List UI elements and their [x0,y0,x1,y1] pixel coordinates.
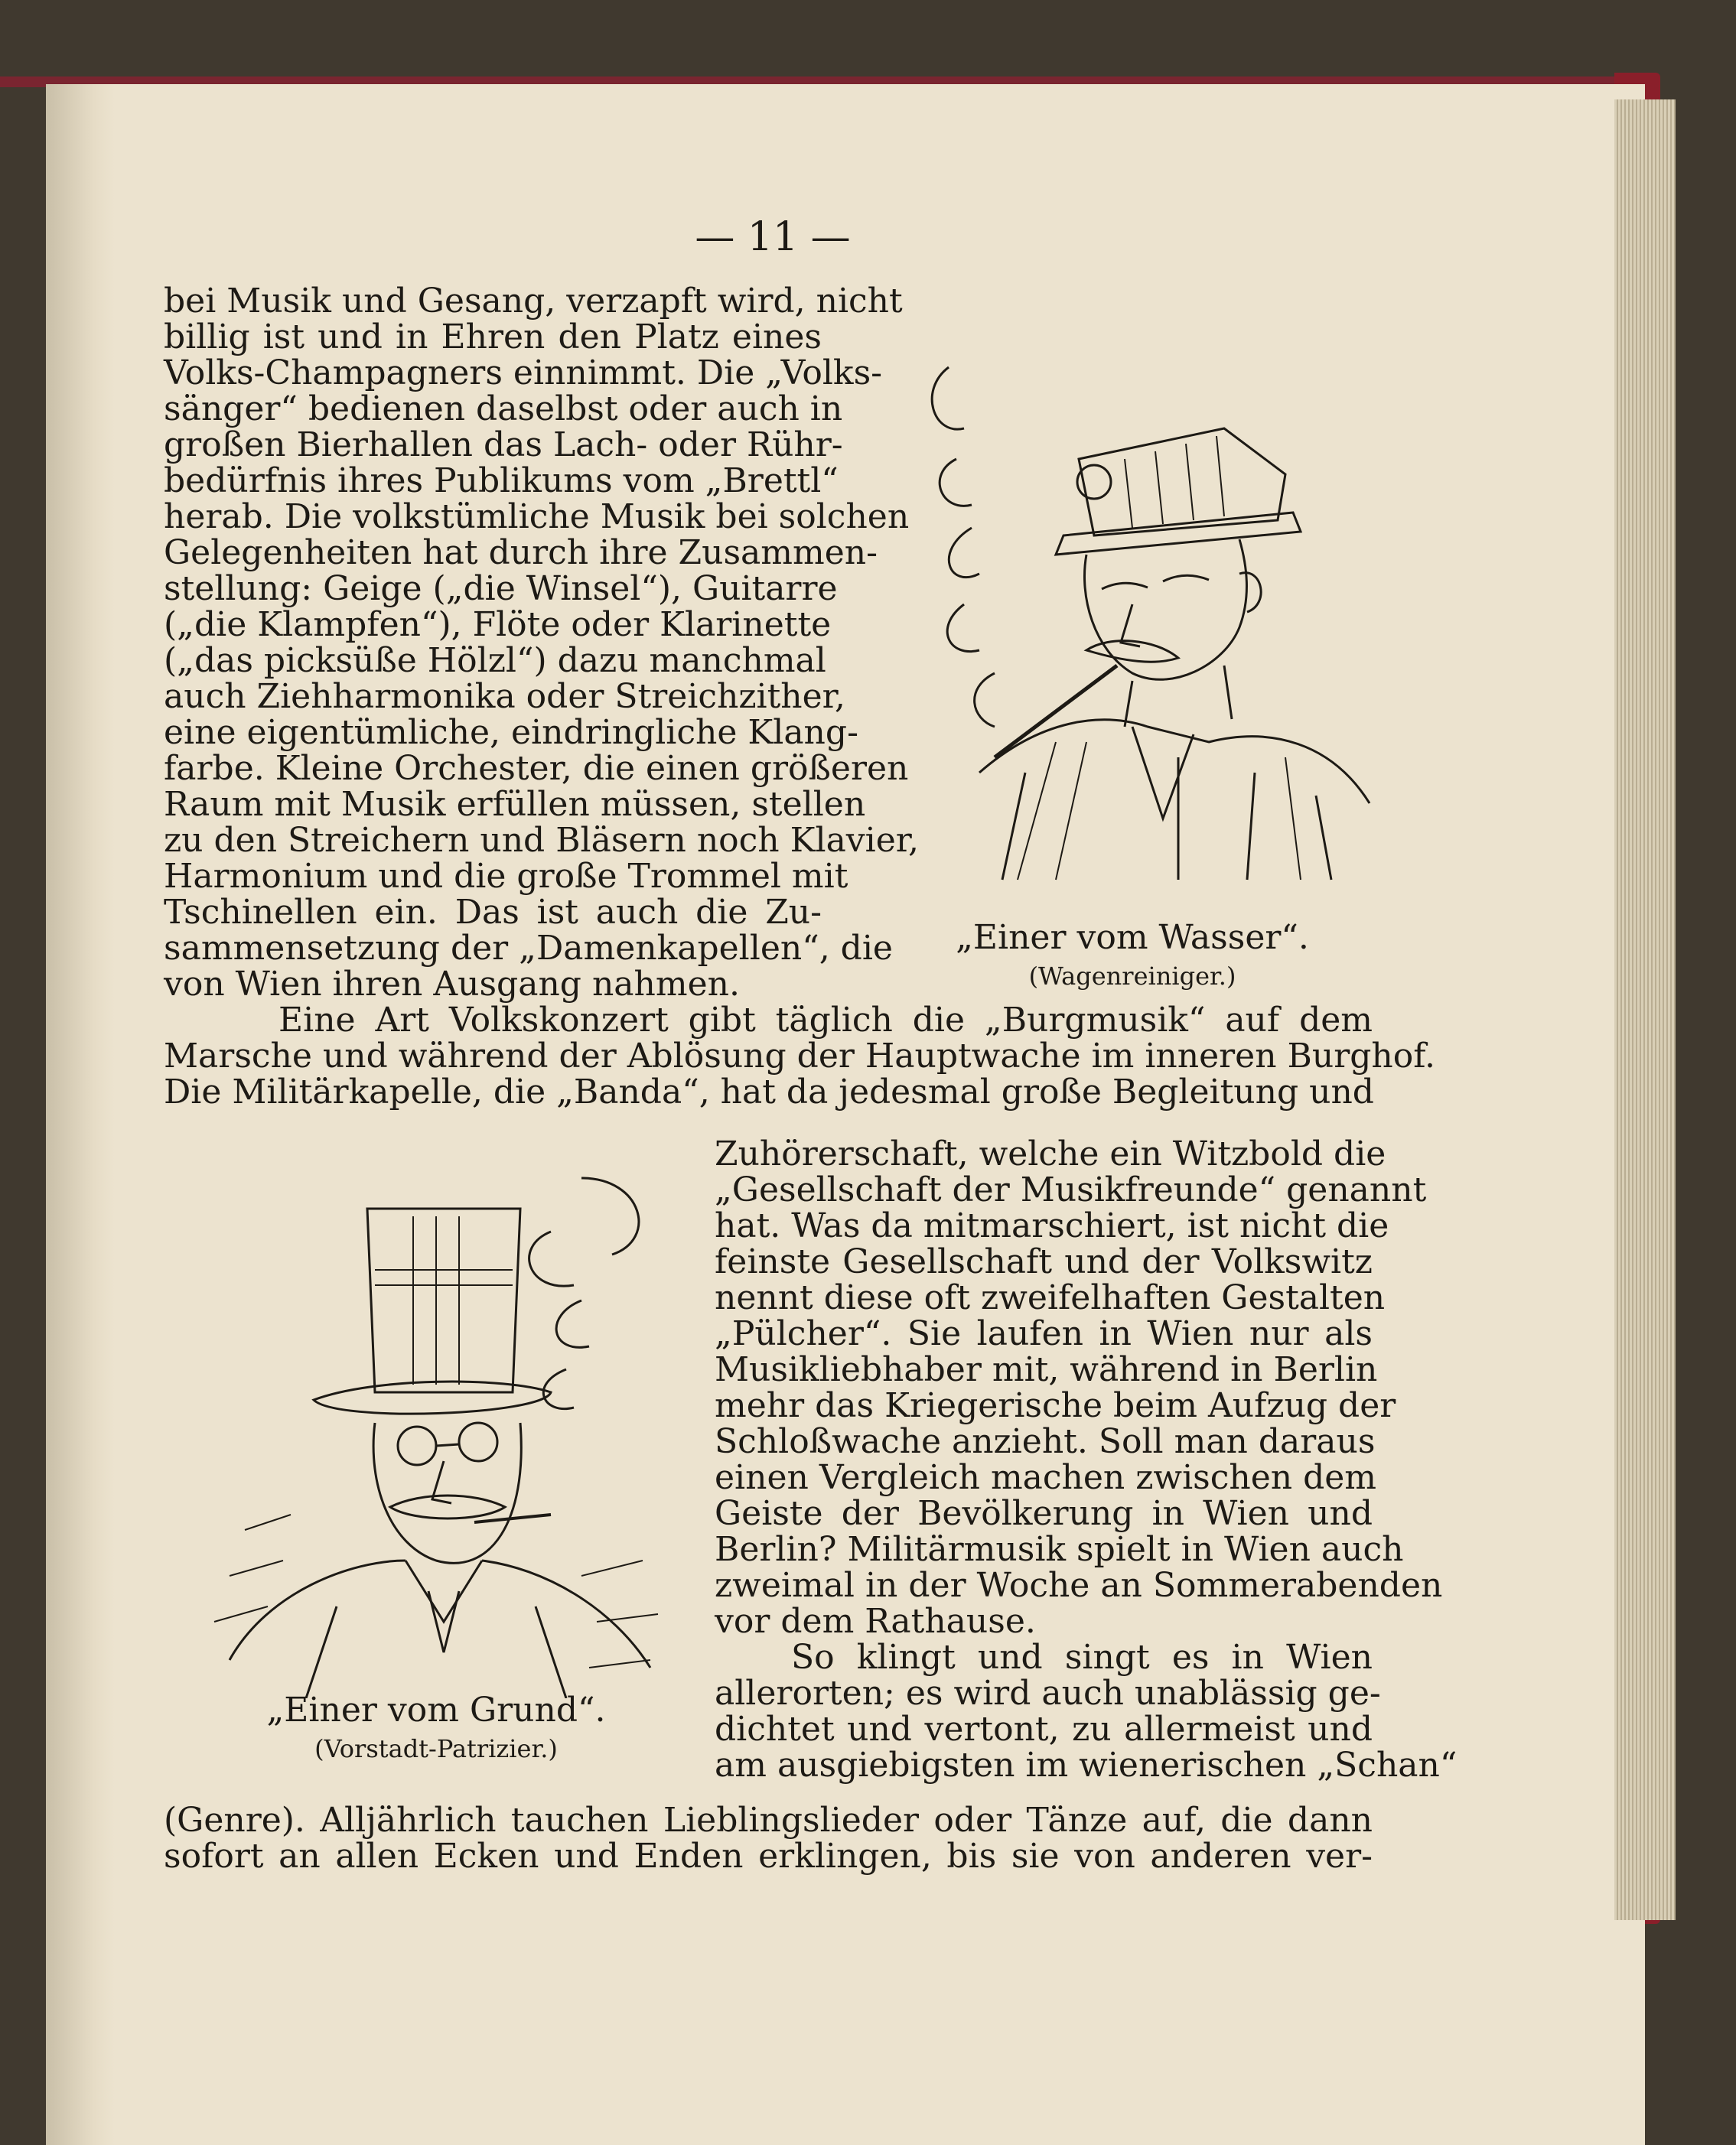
text-line: billig ist und in Ehren den Platz eines [164,317,822,356]
text-line: am ausgiebigsten im wienerischen „Schan“ [715,1746,1458,1785]
text-line: von Wien ihren Ausgang nahmen. [164,965,740,1004]
text-line: sofort an allen Ecken und Enden erklingen, bis sie von anderen ver- [164,1837,1373,1876]
text-line: („das picksüße Hölzl“) dazu manchmal [164,641,826,680]
text-line: Musikliebhaber mit, während in Berlin [715,1350,1378,1389]
text-line: Gelegenheiten hat durch ihre Zusammen- [164,533,878,572]
page-number: — 11 — [695,214,851,260]
caption-left-subtitle: (Vorstadt-Patrizier.) [314,1734,558,1763]
page-edges [1614,99,1676,1920]
text-line: Geiste der Bevölkerung in Wien und [715,1494,1373,1533]
text-line: zu den Streichern und Bläsern noch Klavier, [164,821,919,860]
caption-left [260,1691,612,1763]
text-line: hat. Was da mitmarschiert, ist nicht die [715,1206,1389,1245]
text-line: Zuhörerschaft, welche ein Witzbold die [715,1134,1386,1173]
text-line: „Pülcher“. Sie laufen in Wien nur als [715,1314,1373,1353]
text-line: sänger“ bedienen daselbst oder auch in [164,389,843,428]
page-spine-shadow [46,84,115,2145]
text-line: farbe. Kleine Orchester, die einen größeren [164,749,909,788]
text-line: stellung: Geige („die Winsel“), Guitarre [164,569,838,608]
bottom-text [164,1802,1373,1874]
text-line: „Gesellschaft der Musikfreunde“ genannt [715,1170,1427,1209]
text-line: nennt diese oft zweifelhaften Gestalten [715,1278,1386,1317]
left-column-text [164,282,919,1004]
text-line: auch Ziehharmonika oder Streichzither, [164,677,845,716]
text-line: (Genre). Alljährlich tauchen Lieblingslieder oder Tänze auf, die dann [164,1801,1373,1840]
text-line: So klingt und singt es in Wien [791,1638,1373,1677]
text-line: Eine Art Volkskonzert gibt täglich die „Burgmusik“ auf dem [278,1001,1373,1040]
text-line: feinste Gesellschaft und der Volkswitz [715,1242,1373,1281]
right-column-text [715,1134,1458,1785]
text-line: sammensetzung der „Damenkapellen“, die [164,929,893,968]
text-line: Tschinellen ein. Das ist auch die Zu- [164,893,822,932]
illustration-vorstadt-patrizier [184,1163,689,1698]
text-line: allerorten; es wird auch unablässig ge- [715,1674,1381,1713]
text-line: Raum mit Musik erfüllen müssen, stellen [164,785,866,824]
text-line: herab. Die volkstümliche Musik bei solchen [164,497,910,536]
text-line: Schloßwache anzieht. Soll man daraus [715,1422,1376,1461]
text-line: mehr das Kriegerische beim Aufzug der [715,1386,1396,1425]
text-line: bei Musik und Gesang, verzapft wird, nicht [164,282,903,321]
text-line: Harmonium und die große Trommel mit [164,857,848,896]
caption-right-title: „Einer vom Wasser“. [956,918,1309,957]
text-line: großen Bierhallen das Lach- oder Rühr- [164,425,843,464]
text-line: Marsche und während der Ablösung der Hauptwache im inneren Burghof. [164,1037,1435,1076]
text-line: dichtet und vertont, zu allermeist und [715,1710,1373,1749]
text-line: eine eigentümliche, eindringliche Klang- [164,713,858,752]
text-line: Volks-Champagners einnimmt. Die „Volks- [164,353,883,392]
text-line: einen Vergleich machen zwischen dem [715,1458,1377,1497]
text-line: („die Klampfen“), Flöte oder Klarinette [164,605,832,644]
full-width-text [164,1001,1435,1112]
text-line: Die Militärkapelle, die „Banda“, hat da jedesmal große Begleitung und [164,1072,1374,1112]
caption-left-title: „Einer vom Grund“. [266,1691,606,1730]
text-line: bedürfnis ihres Publikums vom „Brettl“ [164,461,839,500]
caption-right [941,918,1324,991]
caption-right-subtitle: (Wagenreiniger.) [1028,962,1236,991]
text-line: vor dem Rathause. [715,1602,1036,1641]
illustration-wagenreiniger [903,344,1377,895]
text-line: Berlin? Militärmusik spielt in Wien auch [715,1530,1404,1569]
text-line: zweimal in der Woche an Sommerabenden [715,1566,1443,1605]
